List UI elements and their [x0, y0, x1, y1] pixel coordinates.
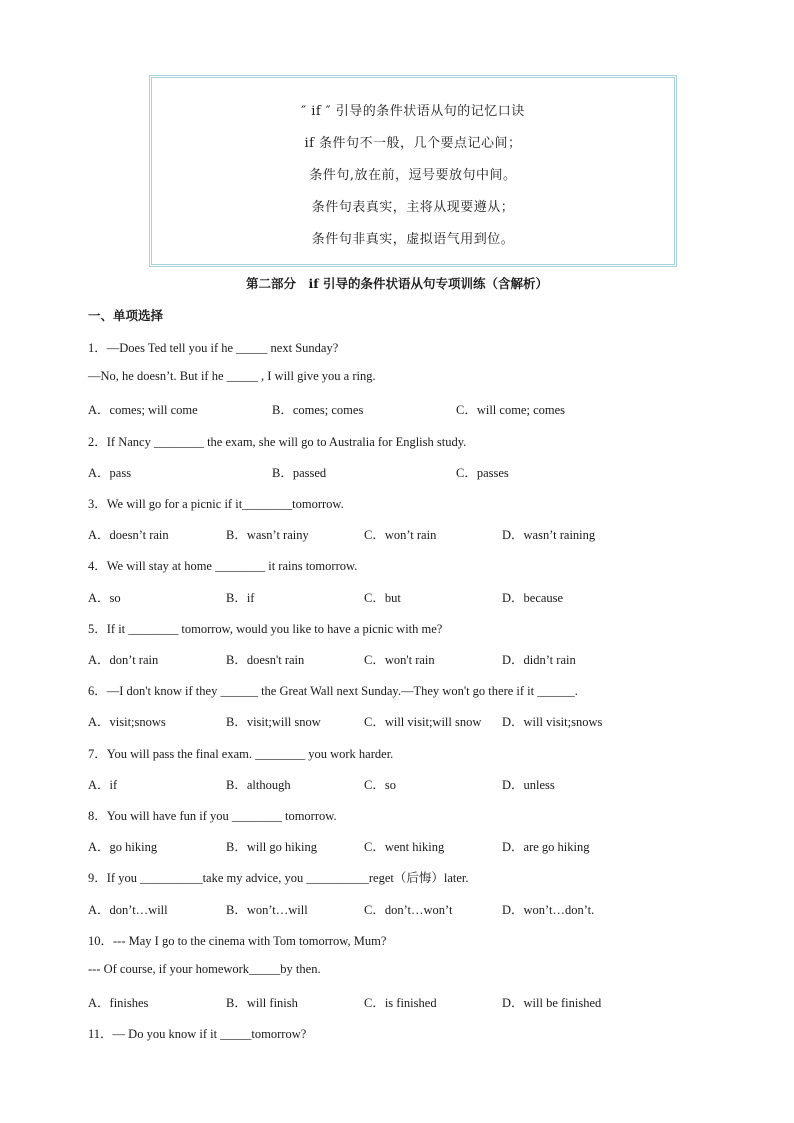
question-10-line-1: 10．--- May I go to the cinema with Tom tomorrow, Mum? [88, 934, 387, 948]
question-9-option-b[interactable]: B．won’t…will [226, 903, 308, 917]
question-5-option-a[interactable]: A．don’t rain [88, 653, 159, 667]
question-10-line-2: --- Of course, if your homework_____by then. [88, 962, 321, 976]
question-9-option-c[interactable]: C．don’t…won’t [364, 903, 453, 917]
question-8-option-a[interactable]: A．go hiking [88, 840, 158, 854]
question-8-option-d[interactable]: D．are go hiking [502, 840, 590, 854]
part-title: 第二部分 if 引导的条件状语从句专项训练（含解析） [246, 276, 548, 291]
question-7-option-b[interactable]: B．although [226, 778, 291, 792]
question-7-option-a[interactable]: A．if [88, 778, 118, 792]
question-5-option-d[interactable]: D．didn’t rain [502, 653, 576, 667]
section-title: 一、单项选择 [88, 308, 164, 323]
memo-title: ″ if ″ 引导的条件状语从句的记忆口诀 [301, 104, 525, 119]
memo-line-4: 条件句非真实，虚拟语气用到位。 [311, 232, 515, 247]
question-1-line-1: 1．—Does Ted tell you if he _____ next Sunday? [88, 341, 339, 355]
question-5-option-b[interactable]: B．doesn't rain [226, 653, 305, 667]
question-1-option-a[interactable]: A．comes; will come [88, 403, 198, 417]
question-1-option-c[interactable]: C．will come; comes [456, 403, 566, 417]
question-6-option-c[interactable]: C．will visit;will snow [364, 715, 482, 729]
question-1-option-b[interactable]: B．comes; comes [272, 403, 364, 417]
question-4-option-c[interactable]: C．but [364, 591, 401, 605]
question-7-option-d[interactable]: D．unless [502, 778, 555, 792]
question-7-option-c[interactable]: C．so [364, 778, 396, 792]
question-10-option-c[interactable]: C．is finished [364, 996, 437, 1010]
question-4-line-1: 4．We will stay at home ________ it rains tomorrow. [88, 559, 358, 573]
question-8-option-c[interactable]: C．went hiking [364, 840, 445, 854]
question-6-line-1: 6．—I don't know if they ______ the Great Wall next Sunday.—They won't go there if it ______. [88, 684, 578, 698]
memo-line-1: if 条件句不一般，几个要点记心间； [304, 136, 522, 151]
memo-line-2: 条件句,放在前，逗号要放句中间。 [309, 168, 517, 183]
question-3-option-a[interactable]: A．doesn’t rain [88, 528, 169, 542]
question-2-line-1: 2．If Nancy ________ the exam, she will go to Australia for English study. [88, 435, 467, 449]
question-4-option-a[interactable]: A．so [88, 591, 121, 605]
memo-box [149, 75, 677, 267]
question-7-line-1: 7．You will pass the final exam. ________ you work harder. [88, 747, 394, 761]
question-8-option-b[interactable]: B．will go hiking [226, 840, 317, 854]
question-2-option-c[interactable]: C．passes [456, 466, 509, 480]
question-4-option-b[interactable]: B．if [226, 591, 255, 605]
question-4-option-d[interactable]: D．because [502, 591, 564, 605]
question-5-option-c[interactable]: C．won't rain [364, 653, 435, 667]
question-8-line-1: 8．You will have fun if you ________ tomorrow. [88, 809, 337, 823]
question-1-line-2: —No, he doesn’t. But if he _____ , I will give you a ring. [88, 369, 376, 383]
question-3-line-1: 3．We will go for a picnic if it________tomorrow. [88, 497, 344, 511]
question-3-option-b[interactable]: B．wasn’t rainy [226, 528, 309, 542]
question-3-option-c[interactable]: C．won’t rain [364, 528, 437, 542]
question-10-option-a[interactable]: A．finishes [88, 996, 149, 1010]
question-2-option-a[interactable]: A．pass [88, 466, 132, 480]
question-10-option-b[interactable]: B．will finish [226, 996, 298, 1010]
memo-line-3: 条件句表真实，主将从现要遵从； [311, 200, 515, 215]
question-9-option-a[interactable]: A．don’t…will [88, 903, 168, 917]
question-3-option-d[interactable]: D．wasn’t raining [502, 528, 596, 542]
question-2-option-b[interactable]: B．passed [272, 466, 327, 480]
question-10-option-d[interactable]: D．will be finished [502, 996, 602, 1010]
question-11-line-1: 11．— Do you know if it _____tomorrow? [88, 1027, 307, 1041]
question-6-option-d[interactable]: D．will visit;snows [502, 715, 603, 729]
question-6-option-b[interactable]: B．visit;will snow [226, 715, 321, 729]
question-6-option-a[interactable]: A．visit;snows [88, 715, 166, 729]
question-5-line-1: 5．If it ________ tomorrow, would you like to have a picnic with me? [88, 622, 443, 636]
question-9-line-1: 9．If you __________take my advice, you __________reget（后悔）later. [88, 871, 469, 885]
question-9-option-d[interactable]: D．won’t…don’t. [502, 903, 595, 917]
